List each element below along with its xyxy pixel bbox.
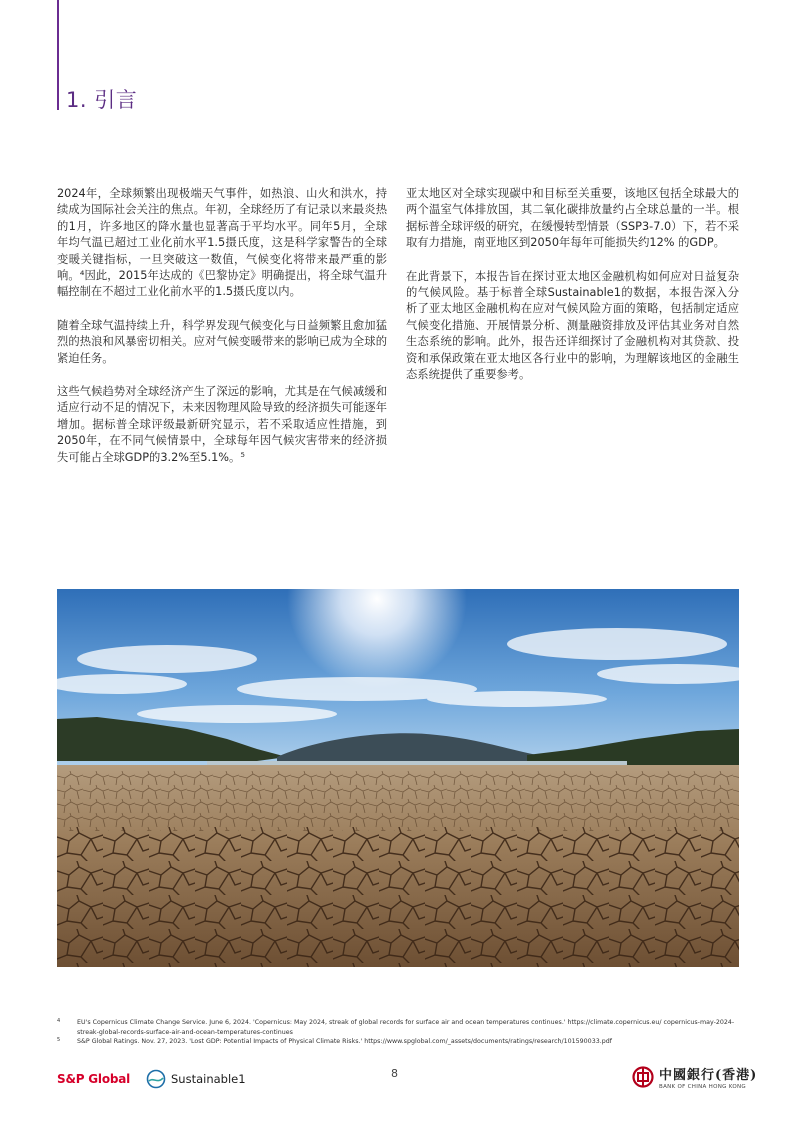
drought-landscape-photo bbox=[57, 589, 739, 967]
left-column bbox=[57, 186, 387, 483]
section-accent-line bbox=[57, 0, 59, 110]
paragraph: 2024年，全球频繁出现极端天气事件，如热浪、山火和洪水，持续成为国际社会关注的焦点。年初，全球经历了有记录以来最炎热的1月，许多地区的降水量也显著高于平均水平。同年5月，全球年均气温已超过工业化前水平1.5摄氏度，这是科学家警告的全球变暖关键指标，一旦突破这一数值，气候变化将带来最严重的影响。⁴因此，2015年达成的《巴黎协定》明确提出，将全球气温升幅控制在不超过工业化前水平的1.5摄氏度以内。 bbox=[57, 187, 387, 299]
right-column bbox=[406, 186, 739, 400]
footnote-number: 5 bbox=[57, 1037, 61, 1044]
sp-global-logo: S&P Global bbox=[57, 1072, 131, 1086]
boc-name-en: BANK OF CHINA HONG KONG bbox=[659, 1084, 746, 1090]
paragraph: 这些气候趋势对全球经济产生了深远的影响，尤其是在气候减缓和适应行动不足的情况下，未来因物理风险导致的经济损失可能逐年增加。据标普全球评级最新研究显示，若不采取适应性措施，到2050年，在不同气候情景中，全球每年因气候灾害带来的经济损失可能占全球GDP的3.2%至5.1%。⁵ bbox=[57, 385, 387, 464]
page-number: 8 bbox=[391, 1067, 398, 1080]
paragraph: 随着全球气温持续上升，科学界发现气候变化与日益频繁且愈加猛烈的热浪和风暴密切相关。应对气候变暖带来的影响已成为全球的紧迫任务。 bbox=[57, 318, 387, 365]
sustainable1-label: Sustainable1 bbox=[171, 1072, 246, 1086]
boc-name-cn: 中國銀行(香港) bbox=[659, 1068, 758, 1083]
footnote-text: S&P Global Ratings. Nov. 27, 2023. 'Lost GDP: Potential Impacts of Physical Climate Risks.' https://www.spglobal.com/_assets/documents/ratings/research/101590033.pdf bbox=[77, 1038, 612, 1046]
footnote bbox=[57, 1018, 747, 1037]
bank-of-china-emblem-icon bbox=[632, 1066, 654, 1088]
paragraph: 在此背景下，本报告旨在探讨亚太地区金融机构如何应对日益复杂的气候风险。基于标普全球Sustainable1的数据，本报告深入分析了亚太地区金融机构在应对气候风险方面的策略，包括制定适应气候变化措施、开展情景分析、测量融资排放及评估其业务对自然生态系统的影响。此外，报告还详细探讨了金融机构对其贷款、投资和承保政策在亚太地区各行业中的影响，为理解该地区的金融生态系统提供了重要参考。 bbox=[406, 269, 739, 382]
footnote-text: EU's Copernicus Climate Change Service. June 6, 2024. 'Copernicus: May 2024, streak of global records for surface air and ocean temperatures continues.' https://climate.copernicus.eu/ copernicus-may-2024-streak-global-records-surface-air-and-ocean-temperatures-continues bbox=[77, 1019, 735, 1036]
footnotes bbox=[57, 1018, 747, 1047]
footnote bbox=[57, 1037, 747, 1047]
sustainable1-icon bbox=[146, 1069, 166, 1089]
paragraph: 亚太地区对全球实现碳中和目标至关重要，该地区包括全球最大的两个温室气体排放国，其二氧化碳排放量约占全球总量的一半。根据标普全球评级的研究，在缓慢转型情景（SSP3-7.0）下，若不采取有力措施，南亚地区到2050年每年可能损失约12% 的GDP。 bbox=[406, 187, 739, 250]
sustainable1-logo bbox=[146, 1068, 246, 1090]
bank-of-china-logo bbox=[632, 1064, 757, 1090]
page-footer bbox=[0, 1060, 793, 1100]
section-title: 1. 引言 bbox=[66, 88, 138, 112]
footnote-number: 4 bbox=[57, 1018, 61, 1024]
